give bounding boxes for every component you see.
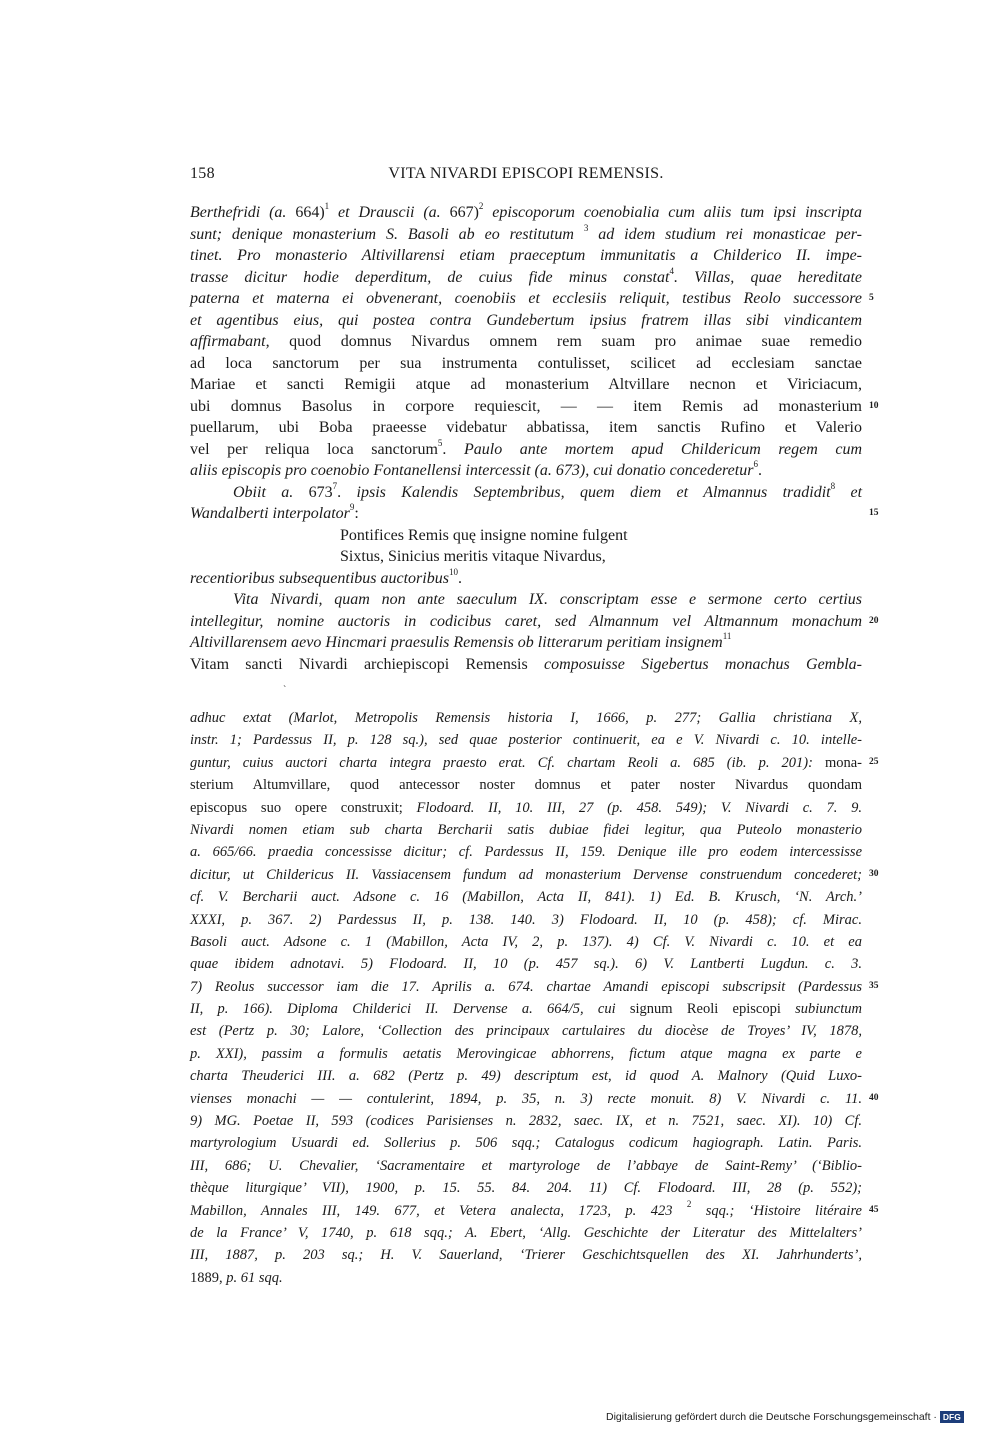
margin-line-number: 5	[869, 293, 874, 303]
footnote-ref: 6	[753, 459, 758, 469]
text-run: martyrologium Usuardi ed. Sollerius p. 506 sqq.; Catalogus codicum hagiograph. Latin. Paris.	[190, 1135, 862, 1152]
text-line	[190, 353, 862, 375]
text-run: quod domnus Nivardus omnem rem suam pro animae suae remedio	[289, 333, 862, 350]
text-run: episcopus suo opere construxit;	[190, 799, 417, 816]
text-run: 673	[308, 483, 333, 501]
text-line	[190, 374, 862, 396]
text-run: cf. V. Bercharii auct. Adsone c. 16 (Mabillon, Acta II, 841). 1) Ed. B. Krusch, ‘N. Arch.’	[190, 889, 862, 906]
text-run: et	[835, 483, 863, 501]
text-run: p. XXI), passim a formulis aetatis Merovingicae abhorrens, fictum atque magna ex parte e	[190, 1045, 862, 1062]
text-line	[190, 503, 862, 525]
text-run: mona-	[824, 754, 862, 771]
text-line	[190, 546, 862, 568]
text-run: ipsis Kalendis Septembribus, quem diem et Almannus tradidit	[356, 483, 831, 501]
text-run: 667)	[449, 204, 479, 221]
margin-line-number: 10	[869, 400, 879, 411]
text-run: subiunctum	[795, 1001, 862, 1018]
footnote-line	[190, 886, 862, 908]
text-run: affirmabant,	[190, 333, 290, 350]
footnote-line	[190, 1088, 862, 1110]
text-run: p. 61 sqq.	[226, 1269, 283, 1286]
footnote-line	[190, 1200, 862, 1222]
footnote-ref: 7	[332, 480, 338, 491]
footnote-ref: 2	[478, 201, 484, 211]
footnote-line	[190, 1132, 862, 1154]
text-run: II, p. 166). Diploma Childerici II. Dervense a. 664/5, cui	[190, 1001, 630, 1018]
footnote-line	[190, 752, 862, 774]
footnote-line	[190, 909, 862, 931]
margin-line-number: 45	[869, 1204, 879, 1215]
footnote-ref: 2	[686, 1198, 692, 1209]
text-run: . Villas, quae hereditate	[673, 268, 863, 286]
text-run: Basoli auct. Adsone c. 1 (Mabillon, Acta IV, 2, p. 137). 4) Cf. V. Nivardi c. 10. et ea	[190, 933, 862, 950]
footnote-line	[190, 864, 862, 886]
footnote-line	[190, 1177, 862, 1199]
text-run: paterna et materna ei obvenerant, coenobiis et ecclesiis reliquit, testibus Reolo successore	[190, 290, 862, 307]
text-run: quae ibidem adnotavi. 5) Flodoard. II, 10 (p. 457 sq.). 6) V. Lantberti Lugdun. c. 3.	[190, 956, 862, 973]
main-text	[190, 202, 862, 675]
text-run: .	[442, 440, 464, 458]
text-run: est (Pertz p. 30; Lalore, ‘Collection des principaux cartulaires du diocèse de Troyes’ IV, 1878,	[190, 1023, 862, 1040]
text-line	[190, 589, 862, 611]
margin-line-number: 15	[869, 508, 879, 518]
text-run: sterium Altumvillare, quod antecessor noster domnus et pater noster Nivardus quondam	[190, 777, 862, 794]
text-line	[190, 439, 862, 461]
text-line	[190, 288, 862, 310]
margin-line-number: 35	[869, 980, 879, 991]
margin-line-number: 25	[869, 756, 879, 767]
text-line	[190, 611, 862, 633]
text-line	[190, 632, 862, 654]
text-line	[190, 396, 862, 418]
text-run: episcoporum coenobialia cum aliis tum ipsi inscripta	[483, 204, 863, 221]
footnote-ref: 4	[669, 265, 674, 276]
footnote-line	[190, 1267, 862, 1289]
footnote-line	[190, 1155, 862, 1177]
footnote-line	[190, 953, 862, 975]
text-run: 1889,	[190, 1269, 227, 1286]
footnote-line	[190, 797, 862, 819]
text-run: Vita Nivardi, quam non ante saeculum IX. conscriptam esse e sermone certo certius	[233, 591, 862, 608]
footnote-line	[190, 841, 862, 863]
digitization-credit	[606, 1411, 964, 1423]
footnote-line	[190, 976, 862, 998]
text-line	[190, 460, 862, 482]
footnote-line	[190, 1110, 862, 1132]
text-run: 7) Reolus successor iam die 17. Aprilis a. 674. chartae Amandi episcopi subscripsit (Pardessus	[190, 978, 862, 995]
text-run: ad loca sanctorum per sua instrumenta contulisset, scilicet ad ecclesiam sanctae	[190, 354, 862, 372]
text-run: et Drauscii (a.	[329, 204, 450, 221]
text-run: Obiit a.	[233, 483, 309, 501]
text-run: vienses monachi — — contulerint, 1894, p. 35, n. 3) recte monuit. 8) V. Nivardi c. 11.	[190, 1090, 862, 1107]
text-run: Flodoard. II, 10. III, 27 (p. 458. 549); V. Nivardi c. 7. 9.	[416, 799, 862, 816]
text-run: .	[457, 569, 462, 587]
margin-line-number: 30	[869, 868, 879, 879]
text-line	[190, 267, 862, 289]
text-run: instr. 1; Pardessus II, p. 128 sq.), sed quae posterior continuerit, ea e V. Nivardi c. 10. intelle-	[190, 732, 862, 749]
text-run: :	[354, 505, 359, 522]
footnote-ref: 11	[722, 631, 732, 641]
footnote-ref: 8	[830, 480, 836, 491]
text-run: trasse dicitur hodie deperditum, de cuius fide minus constat	[190, 268, 670, 286]
margin-line-number: 40	[869, 1092, 879, 1103]
text-run: ad idem studium rei monasticae per-	[588, 225, 862, 243]
text-run: .	[757, 462, 762, 479]
text-run: sqq.; ‘Histoire litéraire	[691, 1202, 862, 1219]
text-run: composuisse Sigebertus monachus Gembla-	[543, 655, 862, 673]
text-run: guntur, cuius auctori charta integra praesto erat. Cf. chartam Reoli a. 685 (ib. p. 201):	[190, 754, 825, 771]
footnotes	[190, 707, 862, 1289]
text-run: 664)	[295, 204, 325, 221]
footnote-ref: 9	[349, 502, 355, 512]
text-line	[190, 224, 862, 246]
text-run: dicitur, ut Childericus II. Vassiacensem fundum ad monasterium Dervense construendum concederet;	[190, 866, 862, 883]
footnote-ref: 5	[437, 437, 443, 448]
footnote-line	[190, 1222, 862, 1244]
text-run: Vitam sancti Nivardi archiepiscopi Remensis	[190, 655, 544, 673]
text-run: Altivillarensem aevo Hincmari praesulis Remensis ob litterarum peritiam insignem	[190, 634, 723, 651]
footnote-line	[190, 1244, 862, 1266]
credit-text: Digitalisierung gefördert durch die Deutsche Forschungsgemeinschaft ·	[606, 1411, 937, 1423]
text-run: Berthefridi (a.	[190, 204, 296, 221]
text-run: vel per reliqua loca sanctorum	[190, 440, 438, 458]
text-run: signum Reoli episcopi	[629, 1001, 796, 1018]
text-run: recentioribus subsequentibus auctoribus	[190, 569, 449, 587]
footnote-line	[190, 1020, 862, 1042]
text-run: Wandalberti interpolator	[190, 505, 350, 522]
text-run: a. 665/66. praedia concessisse dicitur; cf. Pardessus II, 159. Denique ille pro eodem intercessisse	[190, 844, 862, 861]
footnote-line	[190, 729, 862, 751]
text-run: XXXI, p. 367. 2) Pardessus II, p. 138. 140. 3) Flodoard. II, 10 (p. 458); cf. Mirac.	[190, 911, 862, 928]
running-header	[190, 165, 862, 189]
text-line	[190, 525, 862, 547]
margin-mark: ˋ	[283, 685, 287, 696]
text-run: Mariae et sancti Remigii atque ad monasterium Altvillare necnon et Viriciacum,	[190, 376, 862, 393]
text-run: .	[337, 483, 357, 501]
text-run: charta Theuderici III. a. 682 (Pertz p. 49) descriptum est, id quod A. Malnory (Quid Luxo-	[190, 1068, 862, 1085]
text-run: III, 686; U. Chevalier, ‘Sacramentaire et martyrologe de l’abbaye de Saint-Remy’ (‘Biblio-	[190, 1157, 862, 1174]
footnote-line	[190, 998, 862, 1020]
footnote-line	[190, 1065, 862, 1087]
footnote-line	[190, 774, 862, 796]
footnote-line	[190, 931, 862, 953]
text-line	[190, 482, 862, 504]
text-run: Paulo ante mortem apud Childericum regem cum	[463, 440, 863, 458]
text-run: Pontifices Remis quę insigne nomine fulgent	[340, 526, 628, 544]
dfg-logo: DFG	[940, 1411, 964, 1423]
text-run: puellarum, ubi Boba praeesse videbatur abbatissa, item sanctis Rufino et Valerio	[190, 419, 862, 436]
text-run: tinet. Pro monasterio Altivillarensi etiam praeceptum immunitatis a Childerico II. impe-	[190, 247, 862, 264]
text-line	[190, 331, 862, 353]
text-line	[190, 245, 862, 267]
running-title: VITA NIVARDI EPISCOPI REMENSIS.	[388, 165, 664, 182]
text-run: et agentibus eius, qui postea contra Gundebertum ipsius fratrem illas sibi vindicantem	[190, 311, 862, 329]
text-run: III, 1887, p. 203 sq.; H. V. Sauerland, ‘Trierer Geschichtsquellen des XI. Jahrhunderts’,	[190, 1247, 862, 1264]
footnote-ref: 10	[448, 566, 458, 577]
text-run: Mabillon, Annales III, 149. 677, et Vetera analecta, 1723, p. 423	[190, 1202, 687, 1219]
page-number: 158	[190, 165, 215, 182]
footnote-line	[190, 1043, 862, 1065]
text-run: 9) MG. Poetae II, 593 (codices Parisienses n. 2832, saec. IX, et n. 7521, saec. XI). 10) Cf.	[190, 1113, 862, 1130]
text-run: sunt; denique monasterium S. Basoli ab eo restitutum	[190, 225, 584, 243]
text-line	[190, 202, 862, 224]
footnote-ref: 1	[324, 201, 330, 211]
text-run: intellegitur, nomine auctoris in codicibus caret, sed Almannum vel Altmannum monachum	[190, 612, 862, 630]
text-line	[190, 310, 862, 332]
text-line	[190, 654, 862, 676]
text-run: Sixtus, Sinicius meritis vitaque Nivardus,	[340, 548, 606, 565]
text-run: ubi domnus Basolus in corpore requiescit, — — item Remis ad monasterium	[190, 397, 862, 415]
text-run: adhuc extat (Marlot, Metropolis Remensis historia I, 1666, p. 277; Gallia christiana X,	[190, 710, 862, 726]
margin-line-number: 20	[869, 615, 879, 626]
text-run: aliis episcopis pro coenobio Fontanellensi intercessit (a. 673), cui donatio concederetur	[190, 462, 754, 479]
text-line	[190, 417, 862, 439]
text-run: Nivardi nomen etiam sub charta Bercharii satis dubiae fidei legitur, qua Puteolo monasterio	[190, 821, 862, 838]
footnote-ref: 3	[583, 222, 589, 233]
text-line	[190, 568, 862, 590]
footnote-line	[190, 819, 862, 841]
footnote-line	[190, 707, 862, 729]
text-run: thèque liturgique’ VII), 1900, p. 15. 55. 84. 204. 11) Cf. Flodoard. III, 28 (p. 552);	[190, 1180, 862, 1197]
text-run: de la France’ V, 1740, p. 618 sqq.; A. Ebert, ‘Allg. Geschichte der Literatur des Mittelalters’	[190, 1224, 862, 1241]
